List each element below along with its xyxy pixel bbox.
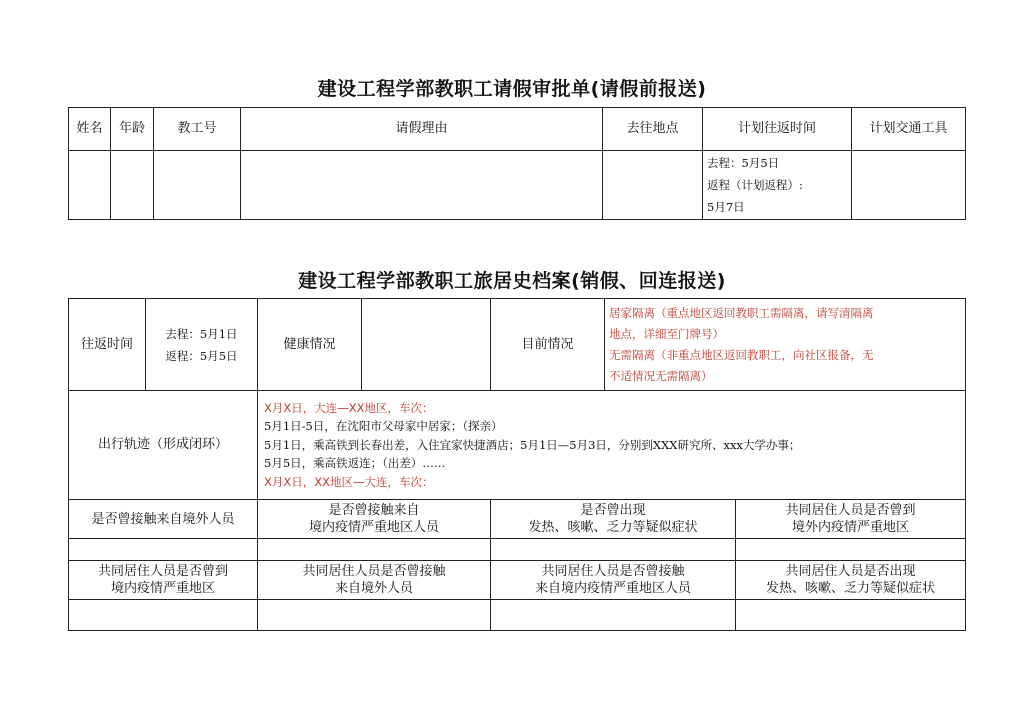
track-line-3: 5月1日，乘高铁到长春出差，入住宜家快捷酒店；5月1日—5月3日，分别到XXX研究所、xxx大学办事； — [264, 437, 801, 452]
travel-history-table — [68, 298, 966, 500]
answer-domestic-contact[interactable] — [258, 539, 491, 561]
health-label: 健康情况 — [258, 299, 362, 391]
answer-foreign-contact[interactable] — [69, 539, 258, 561]
trip-time-field[interactable] — [146, 299, 258, 391]
question-row-1-table — [68, 499, 966, 539]
current-status-label: 目前情况 — [491, 299, 605, 391]
trip-row — [69, 299, 966, 391]
answer-cohabitant-foreign-contact[interactable] — [258, 600, 491, 631]
track-label: 出行轨迹（形成闭环） — [69, 391, 258, 500]
leave-approval-table — [68, 107, 966, 220]
destination-field[interactable] — [603, 151, 703, 220]
header-destination: 去往地点 — [603, 108, 703, 151]
answer-cohabitant-travel[interactable] — [736, 539, 966, 561]
answer-cohabitant-domestic[interactable] — [69, 600, 258, 631]
track-field[interactable] — [258, 391, 966, 500]
status-line-1: 居家隔离（重点地区返回教职工需隔离，请写清隔离 — [609, 305, 874, 320]
header-staff-id: 教工号 — [154, 108, 241, 151]
question-row-2 — [69, 561, 966, 600]
history-form-title: 建设工程学部教职工旅居史档案(销假、回连报送) — [298, 270, 726, 292]
answer-row-1 — [69, 539, 966, 561]
track-line-2: 5月1日-5日，在沈阳市父母家中居家；（探亲） — [264, 419, 503, 434]
answer-cohabitant-domestic-contact[interactable] — [491, 600, 736, 631]
question-cohabitant-foreign-contact: 共同居住人员是否曾接触 来自境外人员 — [258, 561, 491, 600]
approval-data-row — [69, 151, 966, 220]
reason-field[interactable] — [241, 151, 603, 220]
transport-field[interactable] — [852, 151, 966, 220]
question-row-1 — [69, 500, 966, 539]
planned-depart-text: 去程：5月5日 — [707, 156, 780, 170]
planned-return-label: 返程（计划返程）: — [707, 178, 803, 192]
questions-table — [68, 538, 966, 631]
health-field[interactable] — [362, 299, 491, 391]
header-planned-time: 计划往返时间 — [703, 108, 852, 151]
trip-return-text: 返程：5月5日 — [165, 348, 238, 363]
track-line-outbound: X月X日，大连—XX地区，车次： — [264, 400, 434, 415]
question-cohabitant-symptoms: 共同居住人员是否出现 发热、咳嗽、乏力等疑似症状 — [736, 561, 966, 600]
trip-time-label: 往返时间 — [69, 299, 146, 391]
question-foreign-contact: 是否曾接触来自境外人员 — [69, 500, 258, 539]
header-name: 姓名 — [69, 108, 111, 151]
name-field[interactable] — [69, 151, 111, 220]
header-age: 年龄 — [111, 108, 154, 151]
track-line-4: 5月5日，乘高铁返连；（出差）…… — [264, 456, 446, 471]
question-cohabitant-domestic-contact: 共同居住人员是否曾接触 来自境内疫情严重地区人员 — [491, 561, 736, 600]
header-reason: 请假理由 — [241, 108, 603, 151]
question-cohabitant-travel: 共同居住人员是否曾到 境外内疫情严重地区 — [736, 500, 966, 539]
answer-symptoms[interactable] — [491, 539, 736, 561]
current-status-field[interactable] — [605, 299, 966, 391]
planned-return-date: 5月7日 — [707, 200, 745, 214]
question-domestic-contact: 是否曾接触来自 境内疫情严重地区人员 — [258, 500, 491, 539]
question-cohabitant-domestic: 共同居住人员是否曾到 境内疫情严重地区 — [69, 561, 258, 600]
header-transport: 计划交通工具 — [852, 108, 966, 151]
track-row — [69, 391, 966, 500]
answer-row-2 — [69, 600, 966, 631]
staff-id-field[interactable] — [154, 151, 241, 220]
planned-time-field[interactable] — [703, 151, 852, 220]
status-line-3: 无需隔离（非重点地区返回教职工，向社区报备，无 — [609, 347, 874, 362]
track-line-return: X月X日，XX地区—大连，车次： — [264, 474, 434, 489]
age-field[interactable] — [111, 151, 154, 220]
question-symptoms: 是否曾出现 发热、咳嗽、乏力等疑似症状 — [491, 500, 736, 539]
approval-header-row — [69, 108, 966, 151]
status-line-2: 地点，详细至门牌号） — [609, 326, 724, 341]
approval-form-title: 建设工程学部教职工请假审批单(请假前报送) — [317, 78, 707, 100]
trip-depart-text: 去程：5月1日 — [165, 326, 238, 341]
status-line-4: 不适情况无需隔离） — [609, 368, 713, 383]
answer-cohabitant-symptoms[interactable] — [736, 600, 966, 631]
